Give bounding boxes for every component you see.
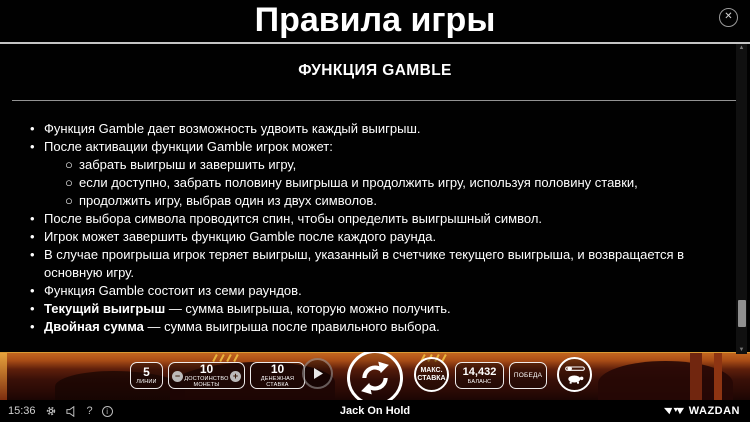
brand-name: WAZDAN <box>688 405 740 417</box>
bullet-icon: • <box>30 121 35 136</box>
wazdan-logo-icon <box>664 407 684 416</box>
bullet-icon: • <box>30 319 35 334</box>
rule-item <box>30 246 730 282</box>
scrollbar-thumb[interactable] <box>738 300 746 327</box>
bullet-icon: • <box>30 211 35 226</box>
status-bar <box>0 400 750 422</box>
rule-text: Функция Gamble дает возможность удвоить каждый выигрыш. <box>44 121 421 136</box>
rule-item <box>30 138 730 156</box>
max-bet-label-1: МАКС. <box>420 366 443 374</box>
scene-post <box>714 353 722 401</box>
game-title: Jack On Hold <box>339 405 411 417</box>
game-background <box>0 352 750 401</box>
rule-text: если доступно, забрать половину выигрыша и продолжить игру, используя половину ставки, <box>79 175 638 190</box>
scene-sparkles <box>422 354 445 362</box>
bet-value: 10 <box>270 362 285 376</box>
divider <box>12 100 738 101</box>
bullet-icon: • <box>30 229 35 244</box>
rule-item <box>65 174 730 192</box>
balance-value: 14,432 <box>462 366 497 378</box>
help-icon[interactable]: ? <box>86 405 93 417</box>
brand-logo <box>664 405 750 417</box>
scroll-up-icon[interactable]: ▲ <box>738 45 745 51</box>
rule-text: забрать выигрыш и завершить игру, <box>79 157 297 172</box>
coin-value: 10 <box>199 362 214 376</box>
scene-post <box>690 353 702 401</box>
rule-item <box>30 228 730 246</box>
rule-text: продолжить игру, выбрав один из двух символов. <box>79 193 377 208</box>
bullet-icon: • <box>30 247 35 262</box>
sub-bullet-icon: ○ <box>65 157 73 172</box>
rule-item <box>30 120 730 138</box>
scrollbar[interactable] <box>736 44 747 354</box>
rule-text: Функция Gamble состоит из семи раундов. <box>44 283 302 298</box>
lines-value: 5 <box>143 365 150 379</box>
rule-text: После активации функции Gamble игрок может: <box>44 139 333 154</box>
close-icon[interactable]: ✕ <box>719 8 738 27</box>
coin-label: ДОСТОИНСТВО МОНЕТЫ <box>184 376 229 388</box>
balance-label: БАЛАНС <box>467 379 492 385</box>
win-label: ПОБЕДА <box>513 372 543 379</box>
rule-text: Текущий выигрыш — сумма выигрыша, которую можно получить. <box>44 301 451 316</box>
bullet-icon: • <box>30 301 35 316</box>
rule-text: Двойная сумма — сумма выигрыша после правильного выбора. <box>44 319 440 334</box>
bet-label: ДЕНЕЖНАЯ СТАВКА <box>260 376 295 388</box>
bullet-icon: • <box>30 139 35 154</box>
rule-item <box>30 300 730 318</box>
max-bet-label-2: СТАВКА <box>417 374 446 382</box>
rule-item <box>65 156 730 174</box>
rules-list <box>30 120 730 336</box>
rule-item <box>30 282 730 300</box>
sub-bullet-icon: ○ <box>65 193 73 208</box>
divider <box>0 42 750 44</box>
bullet-icon: • <box>30 283 35 298</box>
lines-label: ЛИНИИ <box>136 379 157 385</box>
rule-text: В случае проигрыша игрок теряет выигрыш, указанный в счетчике текущего выигрыша, и возвращается в основную игру. <box>44 247 685 280</box>
info-icon[interactable]: i <box>102 406 113 417</box>
rule-item <box>30 210 730 228</box>
coin-minus-button[interactable]: − <box>172 371 183 382</box>
sub-bullet-icon: ○ <box>65 175 73 190</box>
coin-plus-button[interactable]: + <box>230 371 241 382</box>
scene-left-beam <box>0 353 7 401</box>
rule-item <box>65 192 730 210</box>
rule-text: Игрок может завершить функцию Gamble после каждого раунда. <box>44 229 437 244</box>
rule-text: После выбора символа проводится спин, чтобы определить выигрышный символ. <box>44 211 543 226</box>
rule-item <box>30 318 730 336</box>
page-title: Правила игры <box>254 1 496 39</box>
scene-sparkles <box>214 354 237 362</box>
section-heading: ФУНКЦИЯ GAMBLE <box>298 62 452 79</box>
clock: 15:36 <box>8 405 36 417</box>
scroll-down-icon[interactable]: ▼ <box>738 347 745 353</box>
